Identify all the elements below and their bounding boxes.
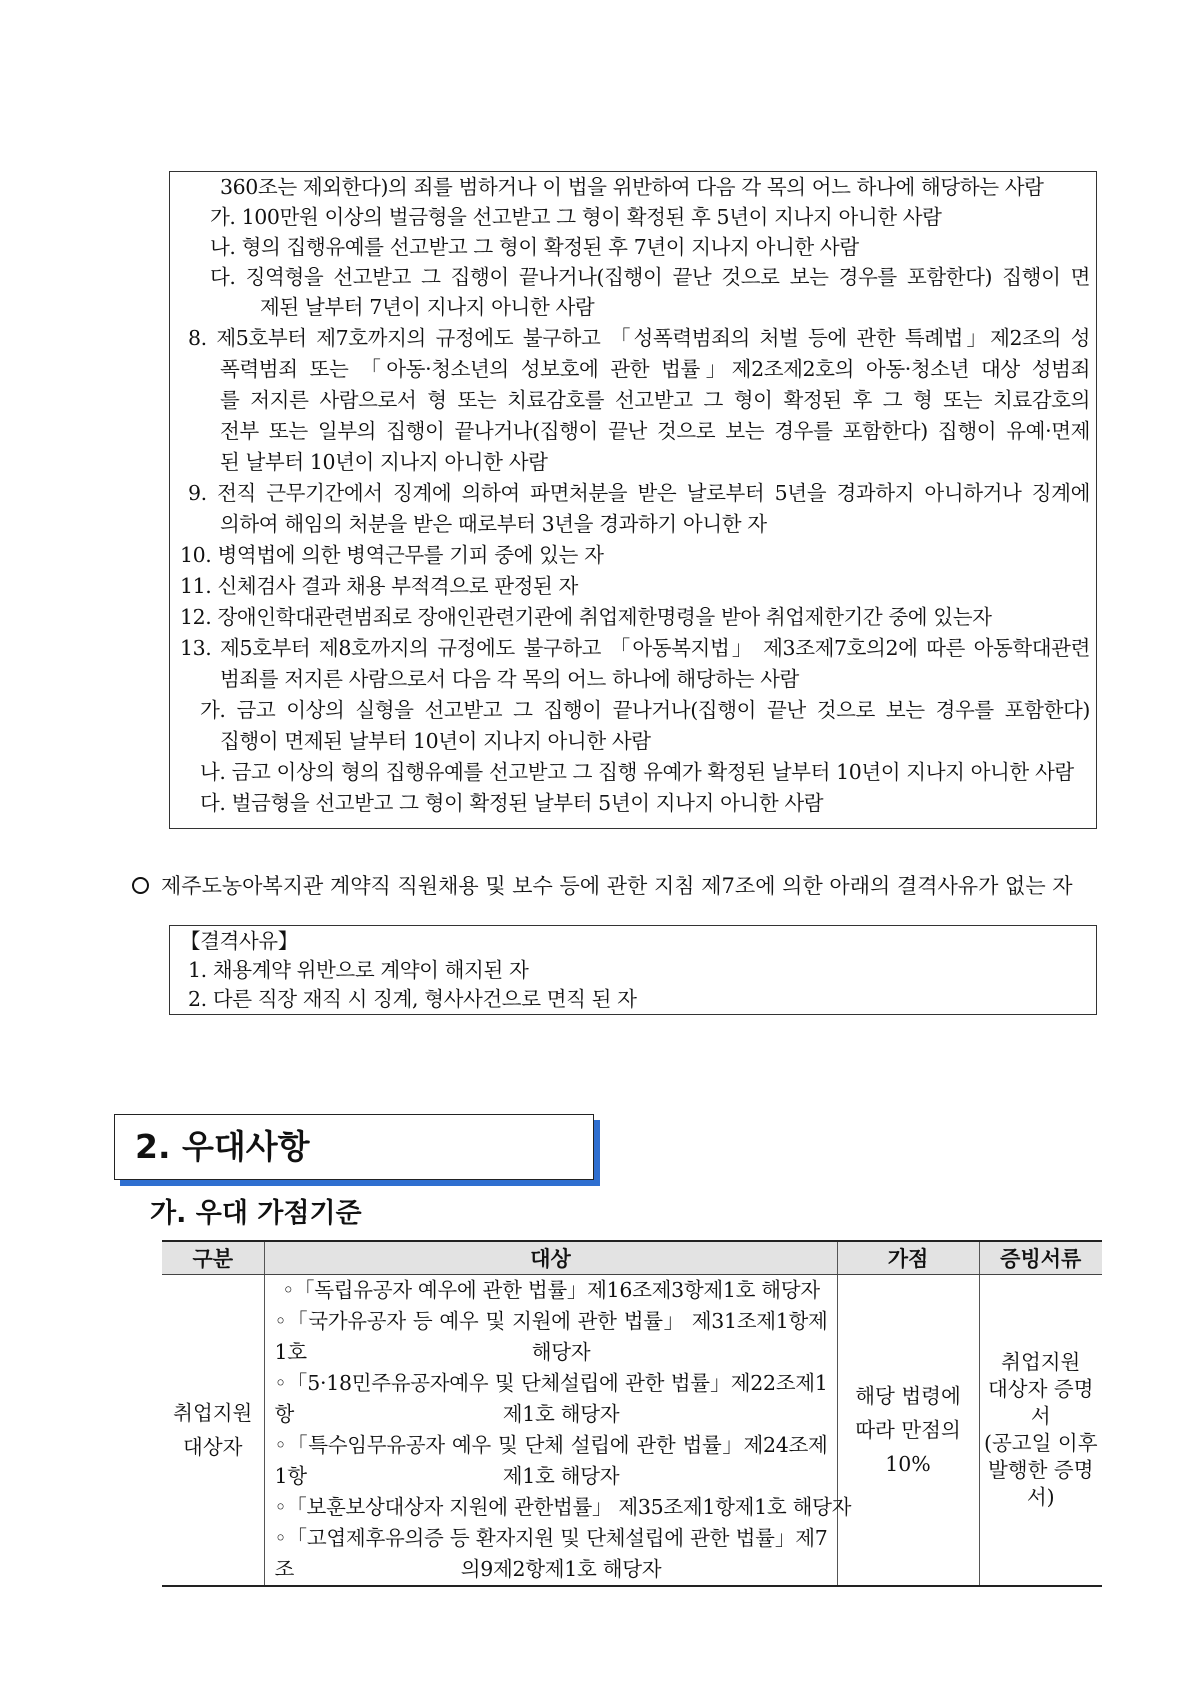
target-line: ◦「특수임무유공자 예우 및 단체 설립에 관한 법률」제24조제1항 (274, 1433, 828, 1488)
clause-line: 다. 벌금형을 선고받고 그 형이 확정된 날부터 5년이 지나지 아니한 사람 (200, 791, 824, 815)
grounds-item: 2. 다른 직장 재직 시 징계, 형사사건으로 면직 된 자 (188, 987, 637, 1011)
clause-line: 9. 전직 근무기간에서 징계에 의하여 파면처분을 받은 날로부터 5년을 경과하지 아니하거나 징계에 (188, 481, 1090, 505)
target-line: 해당자 (531, 1340, 591, 1364)
target-line: 제1호 해당자 (502, 1402, 620, 1426)
points-cell (837, 1275, 979, 1587)
clause-line: 12. 장애인학대관련범죄로 장애인관련기관에 취업제한명령을 받아 취업제한기간 중에 있는자 (180, 605, 992, 629)
documents-line: 발행한 증명서) (987, 1458, 1094, 1509)
target-line: ◦「보훈보상대상자 지원에 관한법률」 제35조제1항제1호 해당자 (274, 1495, 852, 1519)
clause-line: 가. 100만원 이상의 벌금형을 선고받고 그 형이 확정된 후 5년이 지나지 아니한 사람 (210, 205, 942, 229)
category-line: 대상자 (183, 1435, 243, 1459)
clause-line: 범죄를 저지른 사람으로서 다음 각 목의 어느 하나에 해당하는 사람 (220, 667, 799, 691)
clause-line: 360조는 제외한다)의 죄를 범하거나 이 법을 위반하여 다음 각 목의 어느 하나에 해당하는 사람 (220, 175, 1044, 199)
category-cell (162, 1275, 264, 1587)
section-title: 2. 우대사항 (135, 1127, 310, 1166)
section-heading (114, 1114, 594, 1180)
category-line: 취업지원 (173, 1401, 253, 1425)
requirement-bullet (132, 870, 1073, 902)
clause-line: 나. 형의 집행유예를 선고받고 그 형이 확정된 후 7년이 지나지 아니한 사람 (210, 235, 859, 259)
points-line: 10% (885, 1452, 931, 1476)
clause-line: 8. 제5호부터 제7호까지의 규정에도 불구하고 「성폭력범죄의 처벌 등에 관한 특례법」제2조의 성 (188, 326, 1090, 350)
grounds-box (169, 925, 1097, 1015)
target-line: 의9제2항제1호 해당자 (460, 1557, 662, 1581)
clause-line: 다. 징역형을 선고받고 그 집행이 끝나거나(집행이 끝난 것으로 보는 경우를 포함한다) 집행이 면 (210, 265, 1090, 289)
target-line: 제1호 해당자 (502, 1464, 620, 1488)
target-line: ◦「5·18민주유공자예우 및 단체설립에 관한 법률」제22조제1항 (274, 1371, 828, 1426)
documents-line: 취업지원 (1001, 1350, 1081, 1374)
target-line: ◦「독립유공자 예우에 관한 법률」제16조제3항제1호 해당자 (282, 1278, 820, 1302)
documents-line: (공고일 이후 (983, 1431, 1098, 1455)
target-line: ◦「국가유공자 등 예우 및 지원에 관한 법률」 제31조제1항제1호 (274, 1309, 828, 1364)
header-target: 대상 (264, 1241, 837, 1275)
clause-line: 의하여 해임의 처분을 받은 때로부터 3년을 경과하기 아니한 자 (220, 512, 767, 536)
points-line: 해당 법령에 (855, 1384, 961, 1408)
disqualification-box (169, 171, 1097, 829)
clause-line: 폭력범죄 또는 「아동·청소년의 성보호에 관한 법률」제2조제2호의 아동·청소년 대상 성범죄 (220, 357, 1090, 381)
subsection-title: 가. 우대 가점기준 (150, 1198, 362, 1229)
points-line: 따라 만점의 (855, 1418, 961, 1442)
grounds-title: 【결격사유】 (180, 929, 298, 953)
header-documents: 증빙서류 (979, 1241, 1102, 1275)
documents-cell (979, 1275, 1102, 1587)
clause-line: 11. 신체검사 결과 채용 부적격으로 판정된 자 (180, 574, 578, 598)
clause-line: 10. 병역법에 의한 병역근무를 기피 중에 있는 자 (180, 543, 604, 567)
clause-line: 가. 금고 이상의 실형을 선고받고 그 집행이 끝나거나(집행이 끝난 것으로 보는 경우를 포함한다) (200, 698, 1090, 722)
grounds-item: 1. 채용계약 위반으로 계약이 해지된 자 (188, 958, 529, 982)
header-points: 가점 (837, 1241, 979, 1275)
clause-line: 전부 또는 일부의 집행이 끝나거나(집행이 끝난 것으로 보는 경우를 포함한다) 집행이 유예·면제 (220, 419, 1090, 443)
clause-line: 를 저지른 사람으로서 형 또는 치료감호를 선고받고 그 형이 확정된 후 그 형 또는 치료감호의 (220, 388, 1090, 412)
preference-table (162, 1240, 1102, 1587)
requirement-text: 제주도농아복지관 계약직 직원채용 및 보수 등에 관한 지침 제7조에 의한 아래의 결격사유가 없는 자 (161, 874, 1073, 898)
hollow-circle-icon (132, 877, 149, 894)
table-header-row (162, 1241, 1102, 1275)
header-category: 구분 (162, 1241, 264, 1275)
target-line: ◦「고엽제후유의증 등 환자지원 및 단체설립에 관한 법률」제7조 (274, 1526, 828, 1581)
clause-line: 된 날부터 10년이 지나지 아니한 사람 (220, 450, 548, 474)
target-cell (264, 1275, 852, 1587)
table-row (162, 1275, 1102, 1587)
clause-line: 제된 날부터 7년이 지나지 아니한 사람 (260, 295, 595, 319)
clause-line: 집행이 면제된 날부터 10년이 지나지 아니한 사람 (220, 729, 651, 753)
clause-line: 나. 금고 이상의 형의 집행유예를 선고받고 그 집행 유예가 확정된 날부터 10년이 지나지 아니한 사람 (200, 760, 1074, 784)
documents-line: 대상자 증명서 (987, 1377, 1094, 1428)
clause-line: 13. 제5호부터 제8호까지의 규정에도 불구하고 「아동복지법」 제3조제7호의2에 따른 아동학대관련 (180, 636, 1090, 660)
